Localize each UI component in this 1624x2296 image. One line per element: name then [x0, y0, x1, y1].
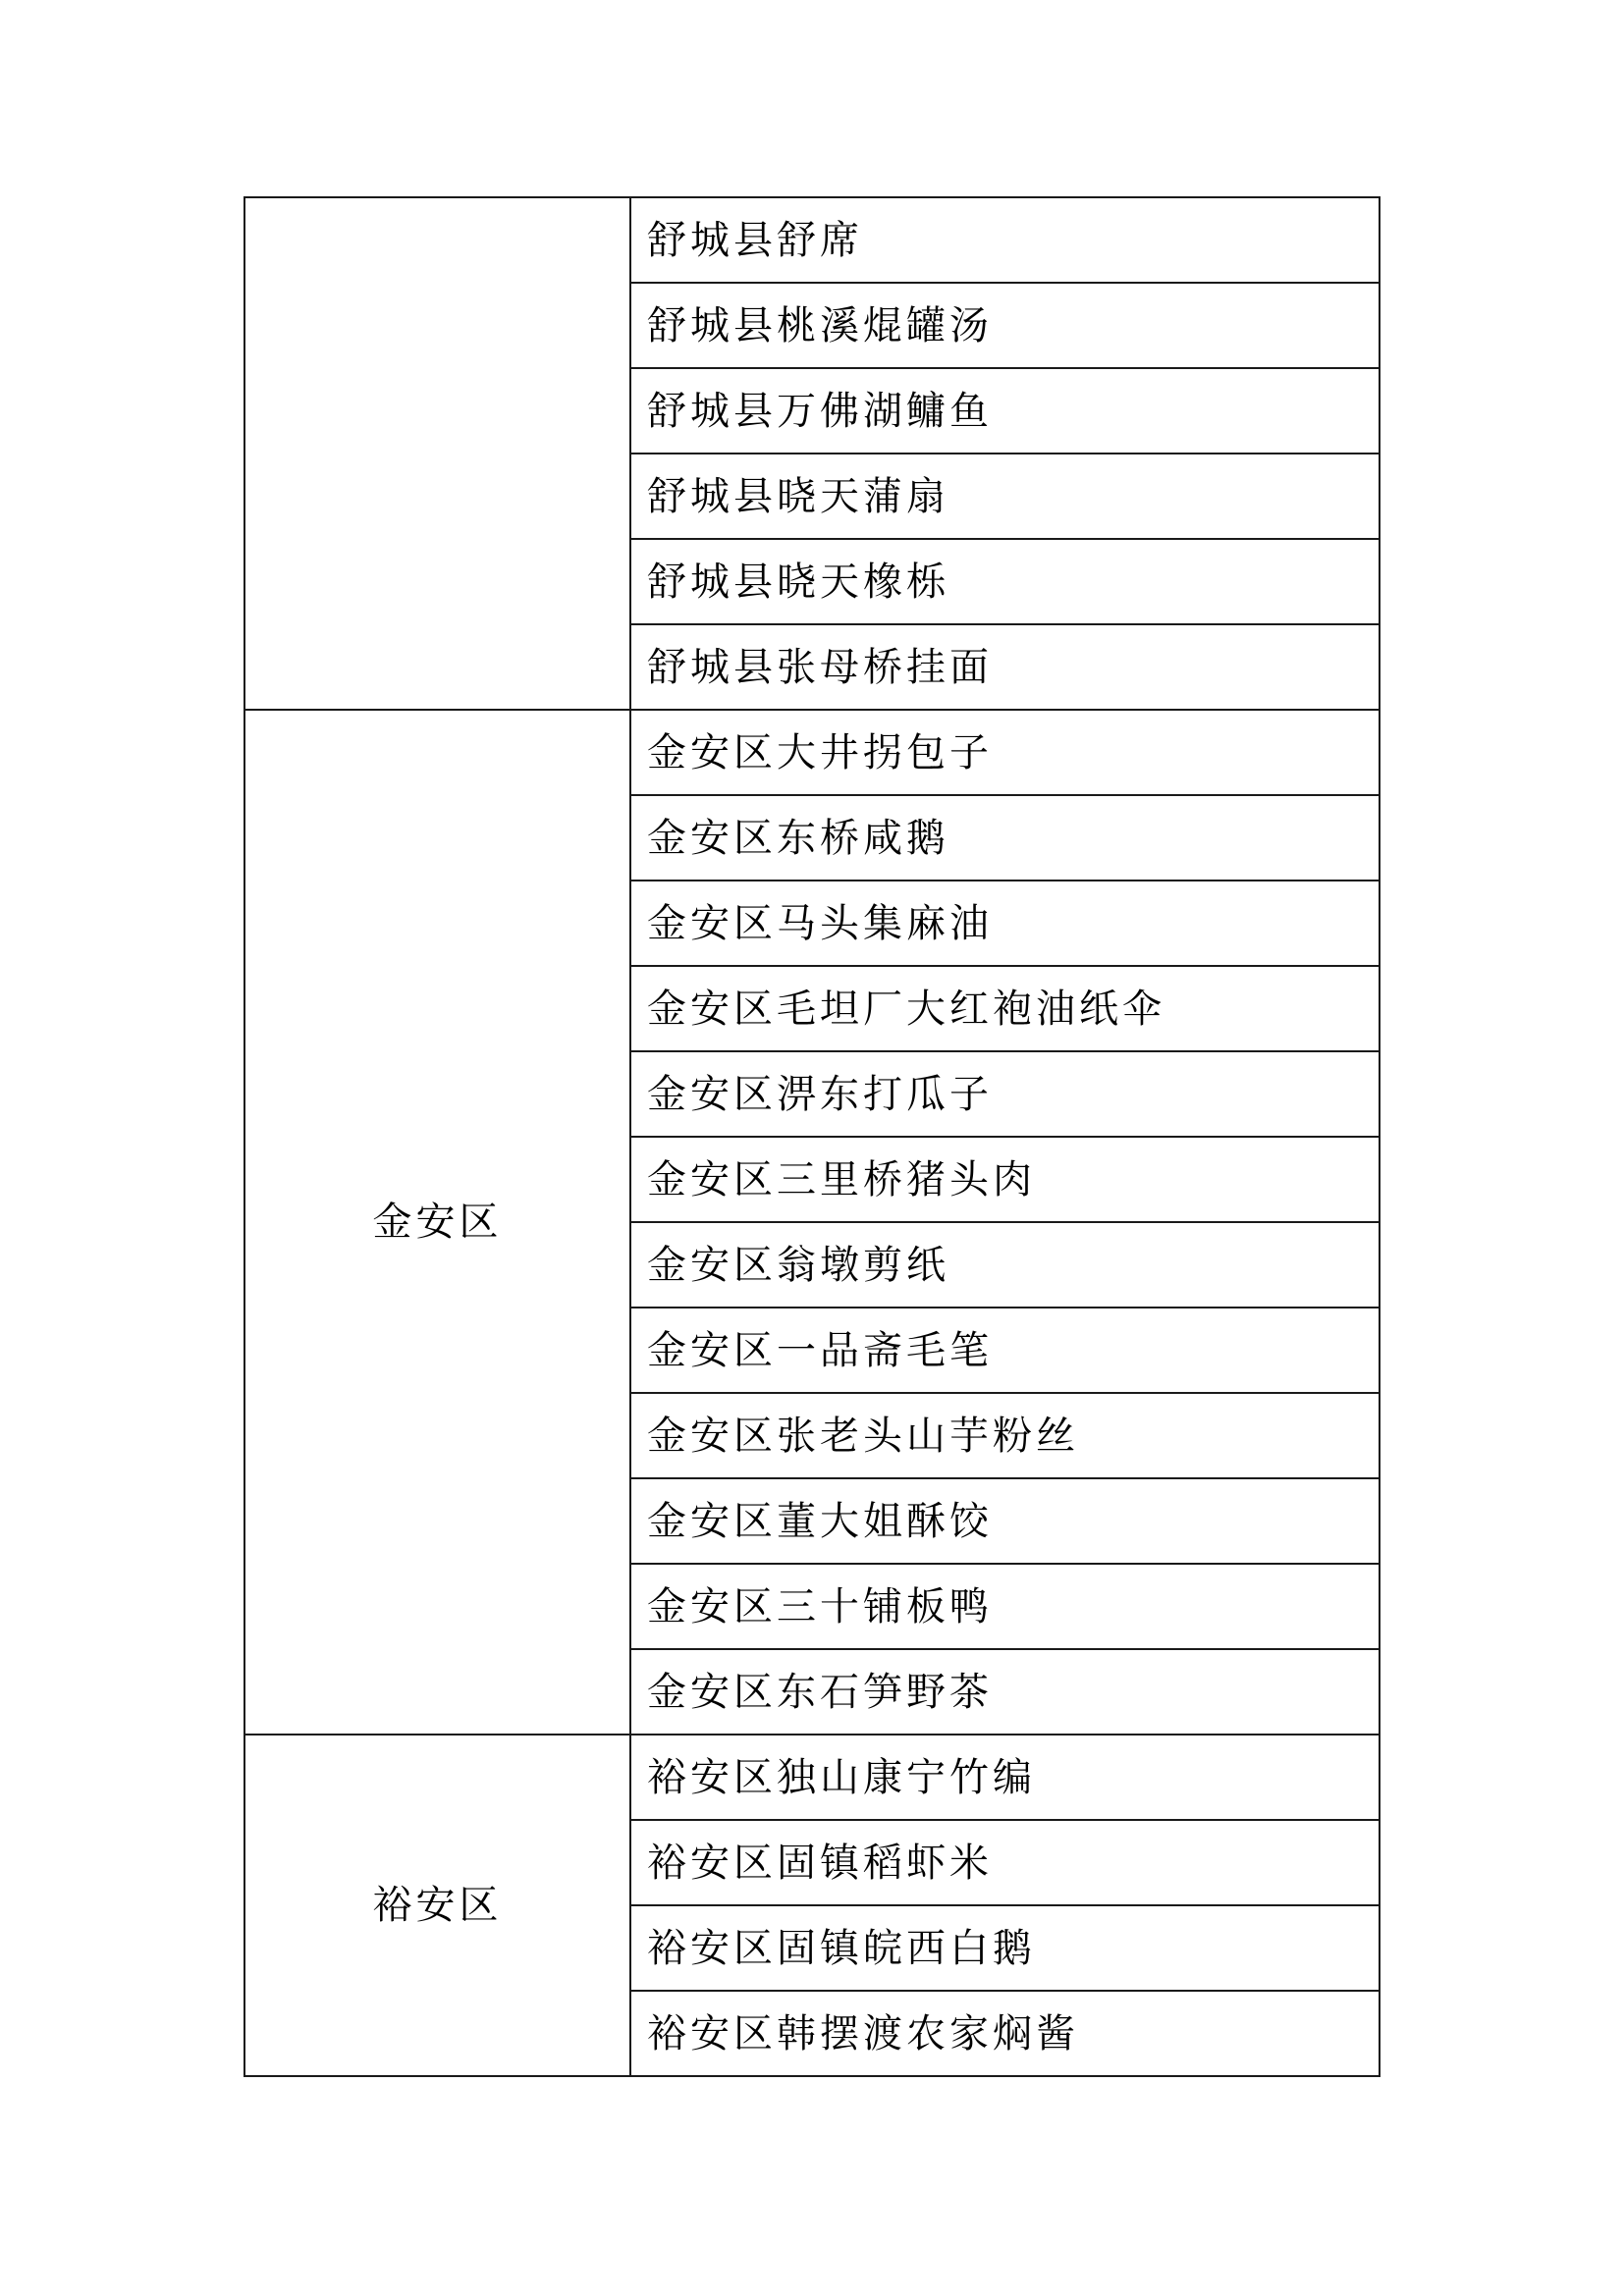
- product-name-cell: 金安区马头集麻油: [630, 881, 1380, 966]
- product-name-cell: 舒城县张母桥挂面: [630, 624, 1380, 710]
- product-name-cell: 金安区三十铺板鸭: [630, 1564, 1380, 1649]
- table-row: [244, 1735, 1380, 1820]
- products-table: [244, 196, 1380, 2077]
- product-name-cell: 裕安区韩摆渡农家焖酱: [630, 1991, 1380, 2076]
- product-name-cell: 金安区张老头山芋粉丝: [630, 1393, 1380, 1478]
- product-name-cell: 金安区董大姐酥饺: [630, 1478, 1380, 1564]
- product-name-cell: 金安区大井拐包子: [630, 710, 1380, 795]
- products-table-body: [244, 197, 1380, 2076]
- table-row: [244, 710, 1380, 795]
- product-name-cell: 金安区东桥咸鹅: [630, 795, 1380, 881]
- product-name-cell: 裕安区固镇稻虾米: [630, 1820, 1380, 1905]
- table-row: [244, 197, 1380, 283]
- product-name-cell: 裕安区固镇皖西白鹅: [630, 1905, 1380, 1991]
- product-name-cell: 舒城县晓天橡栎: [630, 539, 1380, 624]
- product-name-cell: 金安区淠东打瓜子: [630, 1051, 1380, 1137]
- product-name-cell: 舒城县晓天蒲扇: [630, 454, 1380, 539]
- product-name-cell: 金安区三里桥猪头肉: [630, 1137, 1380, 1222]
- product-name-cell: 金安区东石笋野茶: [630, 1649, 1380, 1735]
- product-name-cell: 金安区翁墩剪纸: [630, 1222, 1380, 1308]
- district-cell: 裕安区: [244, 1735, 630, 2076]
- product-name-cell: 金安区一品斋毛笔: [630, 1308, 1380, 1393]
- product-name-cell: 舒城县舒席: [630, 197, 1380, 283]
- product-name-cell: 舒城县桃溪焜罐汤: [630, 283, 1380, 368]
- district-cell: 金安区: [244, 710, 630, 1735]
- product-name-cell: 裕安区独山康宁竹编: [630, 1735, 1380, 1820]
- product-name-cell: 金安区毛坦厂大红袍油纸伞: [630, 966, 1380, 1051]
- product-name-cell: 舒城县万佛湖鳙鱼: [630, 368, 1380, 454]
- district-cell: [244, 197, 630, 710]
